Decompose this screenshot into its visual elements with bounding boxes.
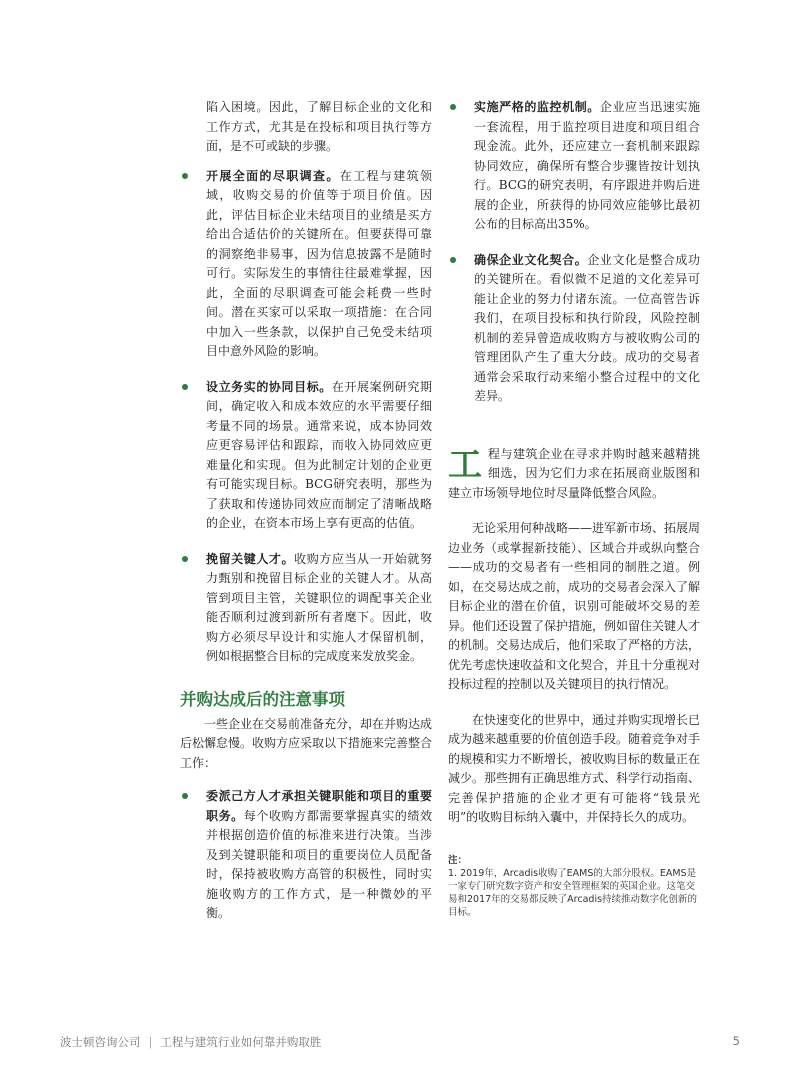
bullet-lead: 实施严格的监控机制。: [474, 100, 600, 114]
footer-title: 工程与建筑行业如何靠并购取胜: [160, 1035, 322, 1049]
bullet-dot-icon: [450, 104, 456, 110]
bullet-text: 每个收购方都需要掌握真实的绩效并根据创造价值的标准来进行决策。当涉及到关键职能和项目的重要岗位人员配备时，保持被收购方高管的积极性，同时实施收购方的工作方式，是一种微妙的平衡。: [206, 808, 432, 920]
right-column: [448, 98, 700, 919]
footnote-1: 1. 2019年，Arcadis收购了EAMS的大部分股权。EAMS是一家专门研究数字资产和安全管理框架的英国企业。这笔交易和2017年的交易都反映了Arcadis持续推动数字化创新的目标。: [448, 867, 698, 918]
bullet-monitoring: [448, 98, 700, 235]
drop-cap: 工: [448, 444, 482, 485]
bullet-culture-fit: [448, 251, 700, 407]
bullet-dot-icon: [450, 257, 456, 263]
footnotes: [448, 854, 700, 919]
conclusion-paragraph-2: 无论采用何种战略——进军新市场、拓展周边业务（或掌握新技能）、区域合并或纵向整合——成功的交易者有一些相同的制胜之道。例如，在交易达成之前，成功的交易者会深入了解目标企业的潜在价值，识别可能破坏交易的差异。他们还设置了保护措施，例如留住关键人才的机制。交易达成后，他们采取了严格的方法，优先考虑快速收益和文化契合，并且十分重视对投标过程的控制以及关键项目的执行情况。: [448, 521, 701, 691]
bullet-text: 企业文化是整合成功的关键所在。看似微不足道的文化差异可能让企业的努力付诸东流。一位高管告诉我们，在项目投标和执行阶段，风险控制机制的差异曾造成收购方与被收购公司的管理团队产生了重大分歧。成功的交易者通常会采取行动来缩小整合过程中的文化差异。: [474, 252, 700, 403]
bullet-text: 企业应当迅速实施一套流程，用于监控项目进度和项目组合现金流。此外，还应建立一套机制来跟踪协同效应，确保所有整合步骤皆按计划执行。BCG的研究表明，有序跟进并购后进展的企业，所获得的协同效应能够比最初公布的目标高出35%。: [474, 100, 700, 231]
bullet-dot-icon: [182, 173, 188, 179]
conclusion-paragraph-3: 在快速变化的世界中，通过并购实现增长已成为越来越重要的价值创造手段。随着竞争对手的规模和实力不断增长，被收购目标的数量正在减少。那些拥有正确思维方式、科学行动指南、完善保护措施的企业才更有可能将“钱景光明”的收购目标纳入囊中，并保持长久的成功。: [448, 712, 701, 824]
section-heading: 并购达成后的注意事项: [180, 689, 345, 709]
bullet-text: 在开展案例研究期间，确定收入和成本效应的水平需要仔细考量不同的场景。通常来说，成本协同效应更容易评估和跟踪，而收入协同效应更难量化和实现。但为此制定计划的企业更有可能实现目标。BCG研究表明，那些为了获取和传递协同效应而制定了清晰战略的企业，在资本市场上享有更高的估值。: [206, 379, 432, 530]
bullet-dot-icon: [182, 384, 188, 390]
bullet-lead: 委派己方人才承担关键职能和项目的重要职务。: [206, 789, 432, 823]
left-column: [180, 98, 432, 924]
bullet-dot-icon: [182, 793, 188, 799]
page-footer: [60, 1034, 740, 1050]
paragraph-text: 程与建筑企业在寻求并购时越来越精挑细选，因为它们力求在拓展商业版图和建立市场领导地位时尽量降低整合风险。: [448, 446, 700, 500]
bullet-synergy-goals: [180, 378, 432, 534]
bullet-lead: 开展全面的尽职调查。: [206, 168, 340, 183]
bullet-lead: 挽留关键人才。: [206, 551, 295, 566]
bullet-lead: 设立务实的协同目标。: [206, 379, 332, 394]
bullet-retain-talent: [180, 550, 432, 667]
bullet-text: 收购方应当从一开始就努力甄别和挽留目标企业的关键人才。从高管到项目主管，关键职位的调配事关企业能否顺利过渡到新所有者麾下。因此，收购方必须尽早设计和实施人才保留机制，例如根据整合目标的完成度来发放奖金。: [206, 551, 432, 663]
bullet-assign-talent: [180, 787, 432, 924]
page-number: 5: [732, 1034, 740, 1048]
bullet-lead: 确保企业文化契合。: [474, 252, 588, 267]
section-intro: 一些企业在交易前准备充分，却在并购达成后松懈怠慢。收购方应采取以下措施来完善整合工作：: [180, 716, 433, 770]
footer-company: 波士顿咨询公司: [60, 1035, 141, 1049]
bullet-dot-icon: [182, 556, 188, 562]
conclusion-paragraph-1: [448, 445, 700, 504]
notes-title: 注：: [448, 854, 468, 866]
bullet-due-diligence: [180, 167, 432, 362]
intro-continuation: 陷入困境。因此，了解目标企业的文化和工作方式，尤其是在投标和项目执行等方面，是不可或缺的步骤。: [206, 100, 432, 153]
bullet-text: 在工程与建筑领域，收购交易的价值等于项目价值。因此，评估目标企业未结项目的业绩是买方给出合适估价的关键所在。但要获得可靠的洞察绝非易事，因为信息披露不是随时可行。实际发生的事情往往最难掌握，因此，全面的尽职调查可能会耗费一些时间。潜在买家可以采取一项措施：在合同中加入一些条款，以保护自己免受未结项目中意外风险的影响。: [206, 168, 432, 358]
footer-separator: |: [148, 1035, 153, 1049]
